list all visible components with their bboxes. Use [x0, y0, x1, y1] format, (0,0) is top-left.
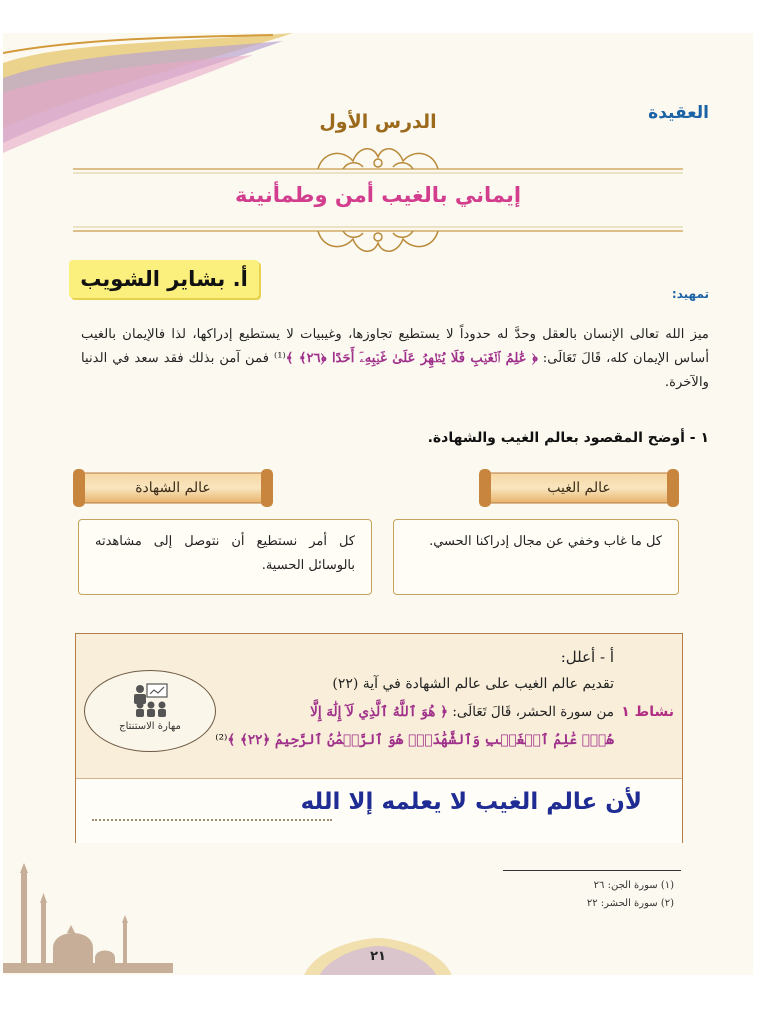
intro-text-b: ⁽¹⁾ فمن آمن بذلك فقد سعد في الدنيا والآخرة.: [81, 351, 709, 390]
handwritten-answer: لأن عالم الغيب لا يعلمه إلا الله: [300, 789, 642, 815]
activity-line-2-text: من سورة الحشر، قَالَ تَعَالَى:: [448, 704, 614, 720]
quran-verse-1: ﴿ عَٰلِمُ ٱلۡغَيۡبِ فَلَا يُظۡهِرُ عَلَىٰ غَيۡبِهِۦٓ أَحَدًا ﴿٢٦﴾ ﴾: [285, 351, 538, 366]
skill-label: مهارة الاستنتاج: [119, 721, 181, 732]
scroll-witnessed: [73, 469, 273, 507]
activity-line-2: [310, 704, 614, 720]
footnote-2: (٢) سورة الحشر: ٢٢: [586, 898, 674, 909]
answer-area: [76, 778, 682, 843]
activity-heading: أ - أعلل:: [560, 648, 614, 666]
unseen-definition: كل ما غاب وخفي عن مجال إدراكنا الحسي.: [393, 519, 679, 595]
footnote-separator: [503, 870, 681, 871]
section-heading: أ. بشاير الشويب: [69, 260, 259, 298]
answer-dotted-line: [92, 819, 332, 821]
witnessed-title: عالم الشهادة: [135, 480, 211, 496]
page-number: ٢١: [370, 949, 386, 964]
presentation-icon: [131, 683, 169, 717]
textbook-page: [3, 33, 753, 975]
witnessed-definition: كل أمر نستطيع أن نتوصل إلى مشاهدته بالوسائل الحسية.: [78, 519, 372, 595]
intro-paragraph: [81, 323, 709, 395]
lesson-label: الدرس الأول: [319, 111, 437, 133]
footnote-ref-2: ⁽²⁾: [215, 732, 228, 748]
intro-label: تمهيد:: [671, 287, 709, 301]
lesson-title: إيماني بالغيب أمن وطمأنينة: [234, 183, 522, 207]
decorative-swirl: [3, 33, 303, 153]
intro-text-a: ميز الله تعالى الإنسان بالعقل وحدَّ له حدوداً لا يستطيع تجاوزها، وغيبيات لا يستطيع إدراكها، لذا فالإيمان بالغيب أساس الإيمان كله، قَالَ تَعَالَى:: [81, 327, 709, 366]
ornament-divider-bottom: [73, 219, 683, 259]
scroll-unseen: [479, 469, 679, 507]
activity-label: نشاط ١: [621, 704, 674, 720]
ornament-divider-top: [73, 139, 683, 179]
activity-line-1: تقديم عالم الغيب على عالم الشهادة في آية (٢٢): [332, 676, 614, 692]
subject-label: العقيدة: [648, 103, 709, 123]
footnote-1: (١) سورة الجن: ٢٦: [593, 880, 674, 891]
skill-badge: [84, 670, 216, 752]
activity-line-3: [215, 732, 614, 748]
unseen-title: عالم الغيب: [547, 480, 611, 496]
quran-verse-2b: هُوَۖ عَٰلِمُ ٱلۡغَيۡبِ وَٱلشَّهَٰدَةِۖ هُوَ ٱلرَّحۡمَٰنُ ٱلرَّحِيمُ ﴿٢٢﴾ ﴾: [227, 732, 614, 748]
question-1: ١ - أوضح المقصود بعالم الغيب والشهادة.: [427, 430, 709, 446]
quran-verse-2a: ﴿ هُوَ ٱللَّهُ ٱلَّذِي لَآ إِلَٰهَ إِلَّا: [310, 704, 449, 720]
activity-box: [75, 633, 683, 843]
